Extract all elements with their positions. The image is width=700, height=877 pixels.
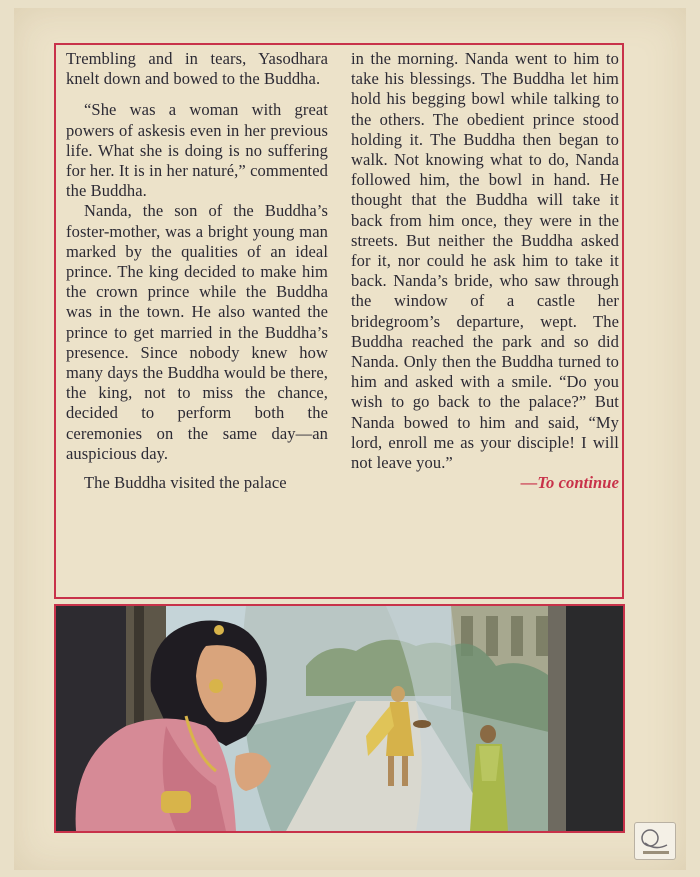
story-text-frame (54, 43, 624, 599)
right-text-column (351, 49, 619, 493)
story-paragraph: The Buddha visited the palace (84, 473, 287, 493)
story-illustration (54, 604, 625, 833)
publisher-logo (634, 822, 676, 860)
left-text-column (66, 49, 328, 493)
story-paragraph: in the morning. Nanda went to him to take his blessings. The Buddha let him hold his begging bowl while talking to the others. The obedient prince stood holding it. The Buddha then began to walk. Not knowing what to do, Nanda followed him, the bowl in hand. He thought that the Buddha will take it back from him once, they were in the streets. But neither the Buddha asked for it, nor could he ask him to take it back. Nanda’s bride, who saw through the window of a castle her bridegroom’s departure, wept. The Buddha reached the park and so did Nanda. Only then the Buddha turned to him and asked with a smile. “Do you wish to go back to the palace?” But Nanda bowed to him and said, “My lord, enroll me as your disciple! I will not leave you.” (351, 49, 619, 473)
story-paragraph: Trembling and in tears, Yasodhara knelt down and bowed to the Buddha. (66, 49, 328, 89)
to-continue-label: —To continue (520, 473, 619, 493)
story-paragraph: “She was a woman with great powers of askesis even in her previous life. What she is doing is no suffering for her. It is in her naturé,” commented the Buddha. (66, 100, 328, 201)
comic-page (14, 8, 686, 870)
story-paragraph: Nanda, the son of the Buddha’s foster-mother, was a bright young man marked by the qualities of an ideal prince. The king decided to make him the crown prince while the Buddha was in the town. He also wanted the prince to get married in the Buddha’s presence. Since nobody knew how many days the Buddha would be there, the king, not to miss the chance, decided to perform both the ceremonies on the same day—an auspicious day. (66, 201, 328, 463)
